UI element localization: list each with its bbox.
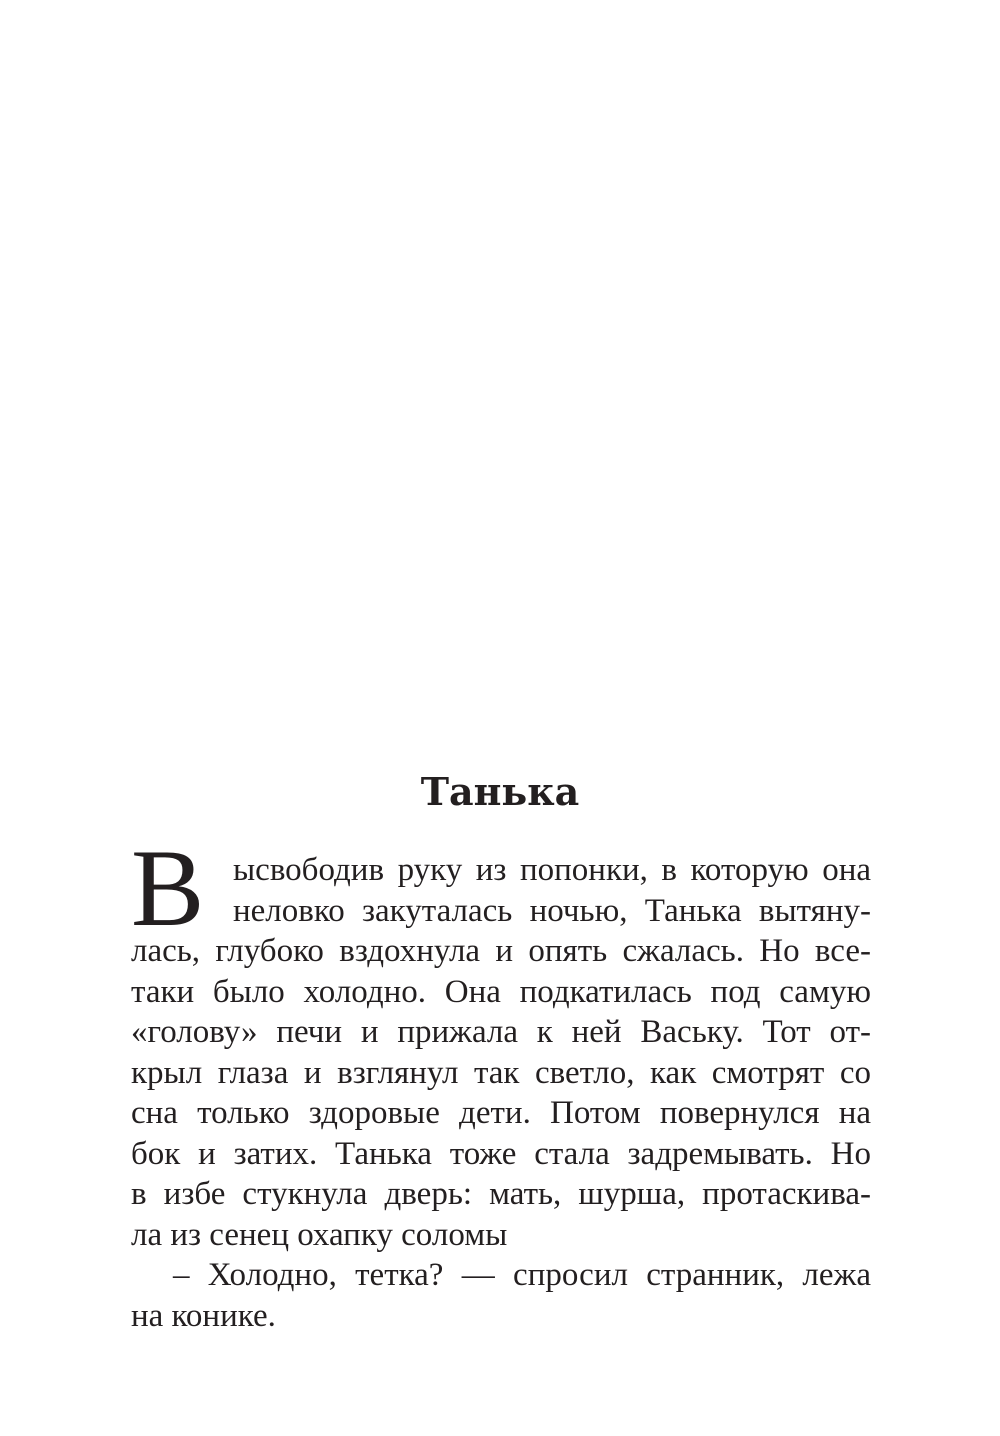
text-line: таки было холодно. Она подкатилась под самую: [131, 973, 871, 1010]
body-text: [131, 850, 871, 1336]
text-line: лась, глубоко вздохнула и опять сжалась. Но все-: [131, 933, 871, 969]
text-line: на конике.: [131, 1297, 276, 1334]
text-line: ысвободив руку из попонки, в которую она: [233, 852, 871, 888]
text-line: в избе стукнула дверь: мать, шурша, протаскива-: [131, 1176, 871, 1212]
text-line: сна только здоровые дети. Потом повернулся на: [131, 1095, 871, 1131]
text-line: «голову» печи и прижала к ней Ваську. Тот от-: [131, 1014, 871, 1050]
text-line: – Холодно, тетка? — спросил странник, лежа: [173, 1257, 871, 1293]
chapter-title: Танька: [420, 769, 580, 814]
text-line: неловко закуталась ночью, Танька вытяну-: [233, 892, 871, 929]
drop-cap: В: [131, 827, 205, 949]
text-line: бок и затих. Танька тоже стала задремывать. Но: [131, 1135, 871, 1172]
text-line: ла из сенец охапку соломы: [131, 1216, 508, 1253]
text-line: крыл глаза и взглянул так светло, как смотрят со: [131, 1054, 871, 1091]
